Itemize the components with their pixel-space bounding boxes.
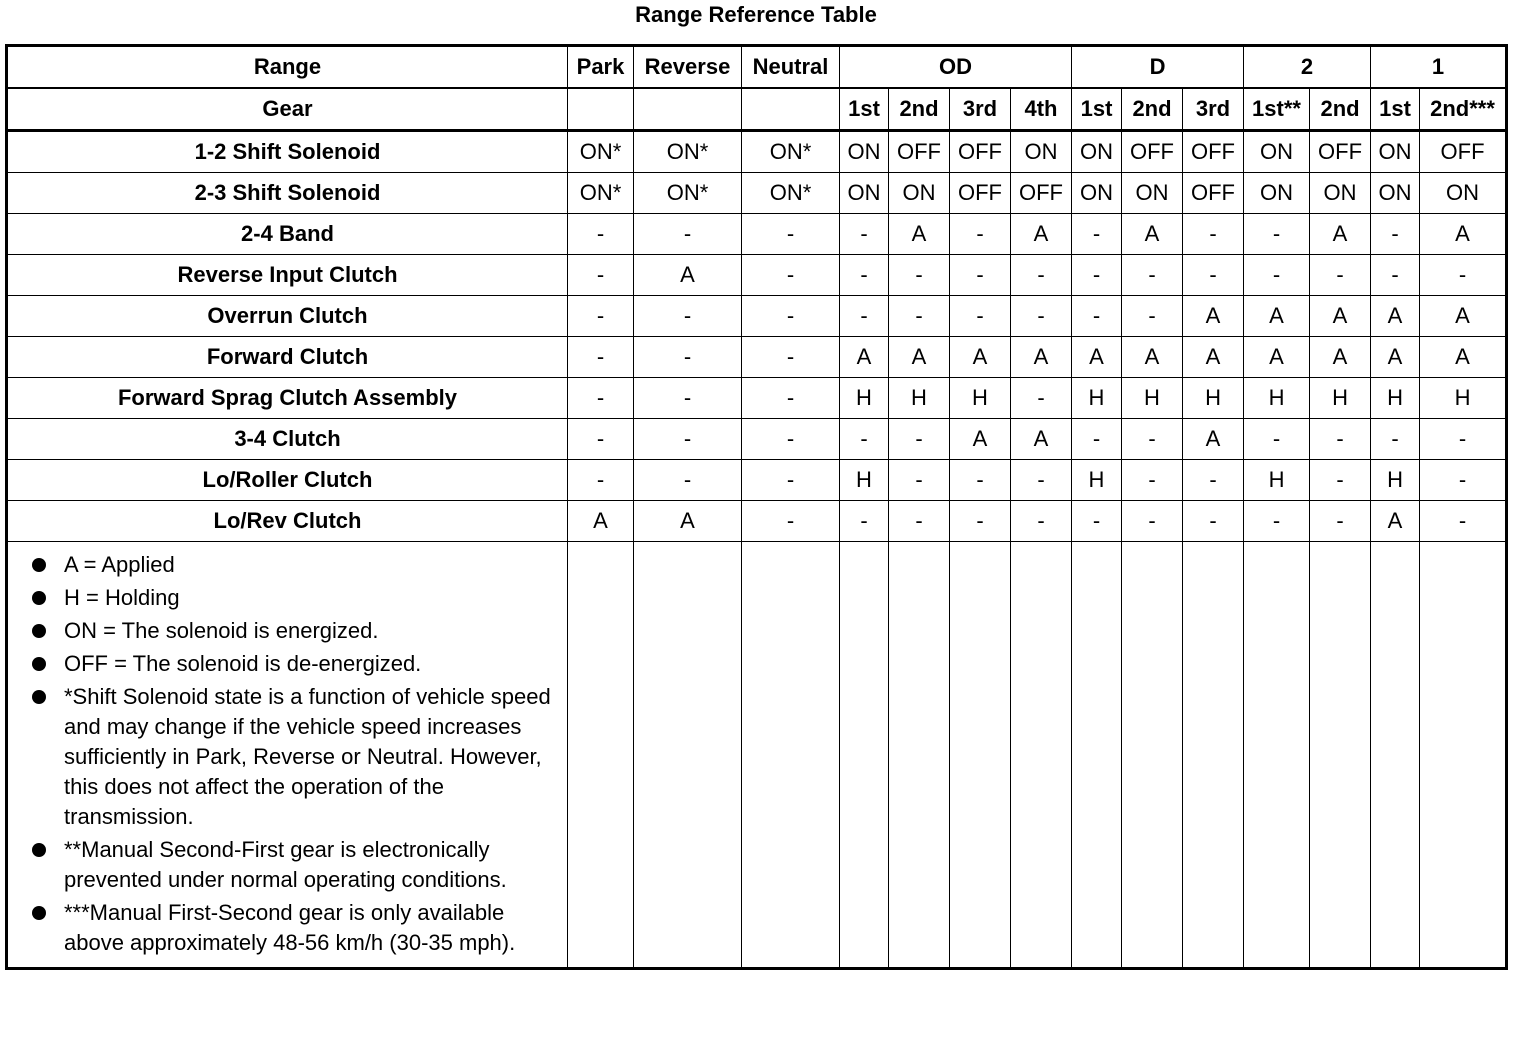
table-cell: -: [889, 460, 950, 501]
range-park: Park: [568, 46, 634, 89]
legend-note: [30, 835, 567, 895]
table-cell: -: [1420, 255, 1507, 296]
table-cell: -: [1371, 214, 1420, 255]
table-cell: ON*: [568, 131, 634, 173]
table-cell: H: [1072, 460, 1122, 501]
table-cell: -: [1072, 255, 1122, 296]
table-cell: -: [634, 460, 742, 501]
legend-note-text: A = Applied: [64, 552, 175, 577]
range-d: D: [1072, 46, 1244, 89]
table-cell: A: [1011, 419, 1072, 460]
gear-cell: 2nd: [1122, 88, 1183, 131]
empty-cell: [1371, 542, 1420, 969]
gear-cell: 1st: [840, 88, 889, 131]
row-label: 1-2 Shift Solenoid: [7, 131, 568, 173]
table-cell: -: [634, 419, 742, 460]
legend-note: [30, 682, 567, 832]
gear-cell: 4th: [1011, 88, 1072, 131]
table-cell: -: [1011, 501, 1072, 542]
table-cell: -: [1310, 419, 1371, 460]
table-cell: -: [1183, 255, 1244, 296]
table-cell: -: [840, 296, 889, 337]
table-row: [7, 378, 1507, 419]
table-cell: ON: [1310, 173, 1371, 214]
table-cell: -: [1244, 419, 1310, 460]
table-cell: ON: [1122, 173, 1183, 214]
table-cell: A: [1371, 501, 1420, 542]
empty-cell: [1183, 542, 1244, 969]
table-cell: -: [950, 214, 1011, 255]
table-cell: ON*: [568, 173, 634, 214]
range-reverse: Reverse: [634, 46, 742, 89]
legend-notes: [30, 550, 567, 958]
table-cell: A: [889, 337, 950, 378]
table-cell: -: [1122, 296, 1183, 337]
table-cell: ON: [1420, 173, 1507, 214]
table-cell: -: [1072, 419, 1122, 460]
table-cell: -: [634, 378, 742, 419]
table-cell: ON: [840, 131, 889, 173]
table-cell: ON: [1371, 173, 1420, 214]
header-gear-row: [7, 88, 1507, 131]
table-cell: -: [568, 214, 634, 255]
range-od: OD: [840, 46, 1072, 89]
table-cell: -: [1244, 214, 1310, 255]
table-cell: A: [1122, 214, 1183, 255]
range-neutral: Neutral: [742, 46, 840, 89]
bullet-icon: [32, 690, 46, 704]
empty-cell: [1122, 542, 1183, 969]
table-cell: -: [742, 460, 840, 501]
table-cell: -: [950, 296, 1011, 337]
table-cell: -: [742, 214, 840, 255]
table-cell: A: [1420, 296, 1507, 337]
gear-cell: 3rd: [1183, 88, 1244, 131]
table-row: [7, 255, 1507, 296]
table-cell: A: [1122, 337, 1183, 378]
table-cell: H: [1244, 378, 1310, 419]
table-cell: OFF: [1183, 131, 1244, 173]
bullet-icon: [32, 624, 46, 638]
table-cell: A: [1371, 337, 1420, 378]
table-cell: -: [1122, 255, 1183, 296]
table-cell: -: [568, 255, 634, 296]
legend-note: [30, 898, 567, 958]
row-label: Overrun Clutch: [7, 296, 568, 337]
notes-cell: [7, 542, 568, 969]
table-cell: H: [950, 378, 1011, 419]
table-cell: -: [1011, 460, 1072, 501]
header-range-row: [7, 46, 1507, 89]
table-row: [7, 214, 1507, 255]
legend-note-text: ***Manual First-Second gear is only available above approximately 48-56 km/h (30-35 mph).: [64, 900, 516, 955]
bullet-icon: [32, 906, 46, 920]
table-cell: -: [742, 255, 840, 296]
row-label: 3-4 Clutch: [7, 419, 568, 460]
table-cell: -: [742, 378, 840, 419]
table-cell: -: [840, 255, 889, 296]
table-cell: -: [742, 501, 840, 542]
table-cell: -: [1122, 460, 1183, 501]
table-cell: -: [568, 378, 634, 419]
table-cell: OFF: [950, 131, 1011, 173]
table-row: [7, 337, 1507, 378]
gear-cell: 2nd***: [1420, 88, 1507, 131]
table-cell: -: [1072, 214, 1122, 255]
empty-cell: [840, 542, 889, 969]
table-cell: A: [840, 337, 889, 378]
gear-cell: 2nd: [889, 88, 950, 131]
table-cell: ON: [1072, 173, 1122, 214]
table-cell: A: [1183, 419, 1244, 460]
table-cell: -: [950, 460, 1011, 501]
table-cell: -: [1310, 255, 1371, 296]
table-cell: H: [1371, 378, 1420, 419]
table-cell: ON*: [634, 173, 742, 214]
table-cell: ON: [1244, 131, 1310, 173]
table-cell: -: [1011, 255, 1072, 296]
gear-cell: 2nd: [1310, 88, 1371, 131]
table-cell: A: [950, 337, 1011, 378]
table-cell: -: [568, 296, 634, 337]
legend-note: [30, 583, 567, 613]
table-cell: -: [634, 296, 742, 337]
table-cell: OFF: [889, 131, 950, 173]
row-label: Lo/Roller Clutch: [7, 460, 568, 501]
table-row: [7, 296, 1507, 337]
empty-cell: [1011, 542, 1072, 969]
table-cell: -: [568, 337, 634, 378]
legend-note-text: *Shift Solenoid state is a function of vehicle speed and may change if the vehicle speed increases sufficiently in Park, Reverse or Neutral. However, this does not affect the operation of the transmission.: [64, 684, 551, 829]
table-row: [7, 460, 1507, 501]
table-cell: -: [1310, 501, 1371, 542]
page-title: Range Reference Table: [635, 2, 877, 27]
table-cell: A: [1420, 337, 1507, 378]
gear-cell: 1st: [1072, 88, 1122, 131]
table-cell: -: [742, 419, 840, 460]
gear-header-label: Gear: [7, 88, 568, 131]
table-cell: -: [742, 337, 840, 378]
table-cell: -: [1011, 296, 1072, 337]
bullet-icon: [32, 657, 46, 671]
table-cell: ON: [840, 173, 889, 214]
table-cell: -: [950, 255, 1011, 296]
table-cell: A: [1183, 296, 1244, 337]
table-cell: H: [1371, 460, 1420, 501]
legend-note-text: ON = The solenoid is energized.: [64, 618, 379, 643]
empty-cell: [634, 542, 742, 969]
table-cell: OFF: [1183, 173, 1244, 214]
table-cell: -: [840, 214, 889, 255]
table-cell: A: [634, 255, 742, 296]
table-cell: H: [1183, 378, 1244, 419]
gear-cell-empty: [568, 88, 634, 131]
row-label: Reverse Input Clutch: [7, 255, 568, 296]
table-cell: A: [1310, 296, 1371, 337]
table-cell: -: [889, 255, 950, 296]
table-cell: A: [889, 214, 950, 255]
table-cell: -: [1310, 460, 1371, 501]
table-cell: ON: [1244, 173, 1310, 214]
table-row: [7, 501, 1507, 542]
table-cell: OFF: [950, 173, 1011, 214]
table-body: [7, 131, 1507, 542]
table-cell: A: [1310, 214, 1371, 255]
table-cell: ON: [1072, 131, 1122, 173]
table-cell: A: [1011, 337, 1072, 378]
range-1: 1: [1371, 46, 1507, 89]
table-cell: A: [634, 501, 742, 542]
empty-cell: [1310, 542, 1371, 969]
table-cell: -: [1183, 214, 1244, 255]
table-row: [7, 419, 1507, 460]
table-cell: ON*: [742, 173, 840, 214]
table-cell: ON*: [634, 131, 742, 173]
row-label: Forward Clutch: [7, 337, 568, 378]
row-label: 2-3 Shift Solenoid: [7, 173, 568, 214]
table-cell: A: [1244, 296, 1310, 337]
range-header-label: Range: [7, 46, 568, 89]
table-cell: ON*: [742, 131, 840, 173]
empty-cell: [568, 542, 634, 969]
table-cell: -: [1122, 419, 1183, 460]
legend-note: [30, 649, 567, 679]
table-cell: OFF: [1420, 131, 1507, 173]
gear-cell-empty: [634, 88, 742, 131]
gear-cell-empty: [742, 88, 840, 131]
table-cell: OFF: [1122, 131, 1183, 173]
table-cell: A: [950, 419, 1011, 460]
table-cell: H: [1244, 460, 1310, 501]
table-row: [7, 131, 1507, 173]
table-cell: -: [950, 501, 1011, 542]
table-cell: ON: [889, 173, 950, 214]
row-label: Lo/Rev Clutch: [7, 501, 568, 542]
table-cell: OFF: [1011, 173, 1072, 214]
table-cell: A: [568, 501, 634, 542]
empty-cell: [889, 542, 950, 969]
table-cell: -: [1072, 296, 1122, 337]
table-cell: -: [1371, 255, 1420, 296]
legend-note-text: H = Holding: [64, 585, 180, 610]
legend-note: [30, 616, 567, 646]
table-cell: A: [1011, 214, 1072, 255]
table-cell: -: [742, 296, 840, 337]
table-cell: A: [1420, 214, 1507, 255]
table-cell: H: [1072, 378, 1122, 419]
table-cell: A: [1310, 337, 1371, 378]
table-cell: -: [1371, 419, 1420, 460]
table-row: [7, 173, 1507, 214]
table-cell: -: [1244, 255, 1310, 296]
legend-note-text: **Manual Second-First gear is electronically prevented under normal operating conditions.: [64, 837, 507, 892]
table-cell: OFF: [1310, 131, 1371, 173]
table-cell: -: [1072, 501, 1122, 542]
table-cell: A: [1371, 296, 1420, 337]
table-cell: H: [840, 378, 889, 419]
notes-row: [7, 542, 1507, 969]
bullet-icon: [32, 843, 46, 857]
table-cell: -: [1122, 501, 1183, 542]
legend-note: [30, 550, 567, 580]
table-cell: A: [1072, 337, 1122, 378]
table-cell: H: [1122, 378, 1183, 419]
bullet-icon: [32, 591, 46, 605]
row-label: 2-4 Band: [7, 214, 568, 255]
table-cell: A: [1244, 337, 1310, 378]
table-cell: -: [634, 214, 742, 255]
table-cell: ON: [1011, 131, 1072, 173]
range-2: 2: [1244, 46, 1371, 89]
table-cell: -: [1420, 501, 1507, 542]
table-cell: -: [889, 501, 950, 542]
table-cell: H: [840, 460, 889, 501]
empty-cell: [950, 542, 1011, 969]
table-cell: -: [1420, 419, 1507, 460]
range-reference-table: [5, 44, 1508, 970]
table-cell: -: [889, 419, 950, 460]
table-cell: H: [889, 378, 950, 419]
empty-cell: [742, 542, 840, 969]
empty-cell: [1072, 542, 1122, 969]
empty-cell: [1420, 542, 1507, 969]
legend-note-text: OFF = The solenoid is de-energized.: [64, 651, 422, 676]
empty-cell: [1244, 542, 1310, 969]
row-label: Forward Sprag Clutch Assembly: [7, 378, 568, 419]
table-cell: -: [1420, 460, 1507, 501]
table-cell: -: [634, 337, 742, 378]
table-cell: -: [1244, 501, 1310, 542]
gear-cell: 1st**: [1244, 88, 1310, 131]
table-cell: -: [1183, 501, 1244, 542]
table-cell: -: [568, 419, 634, 460]
table-cell: ON: [1371, 131, 1420, 173]
table-cell: -: [568, 460, 634, 501]
table-cell: -: [1011, 378, 1072, 419]
table-cell: A: [1183, 337, 1244, 378]
table-cell: H: [1420, 378, 1507, 419]
bullet-icon: [32, 558, 46, 572]
gear-cell: 1st: [1371, 88, 1420, 131]
table-cell: -: [889, 296, 950, 337]
gear-cell: 3rd: [950, 88, 1011, 131]
table-cell: -: [840, 419, 889, 460]
table-cell: -: [840, 501, 889, 542]
table-cell: H: [1310, 378, 1371, 419]
table-cell: -: [1183, 460, 1244, 501]
